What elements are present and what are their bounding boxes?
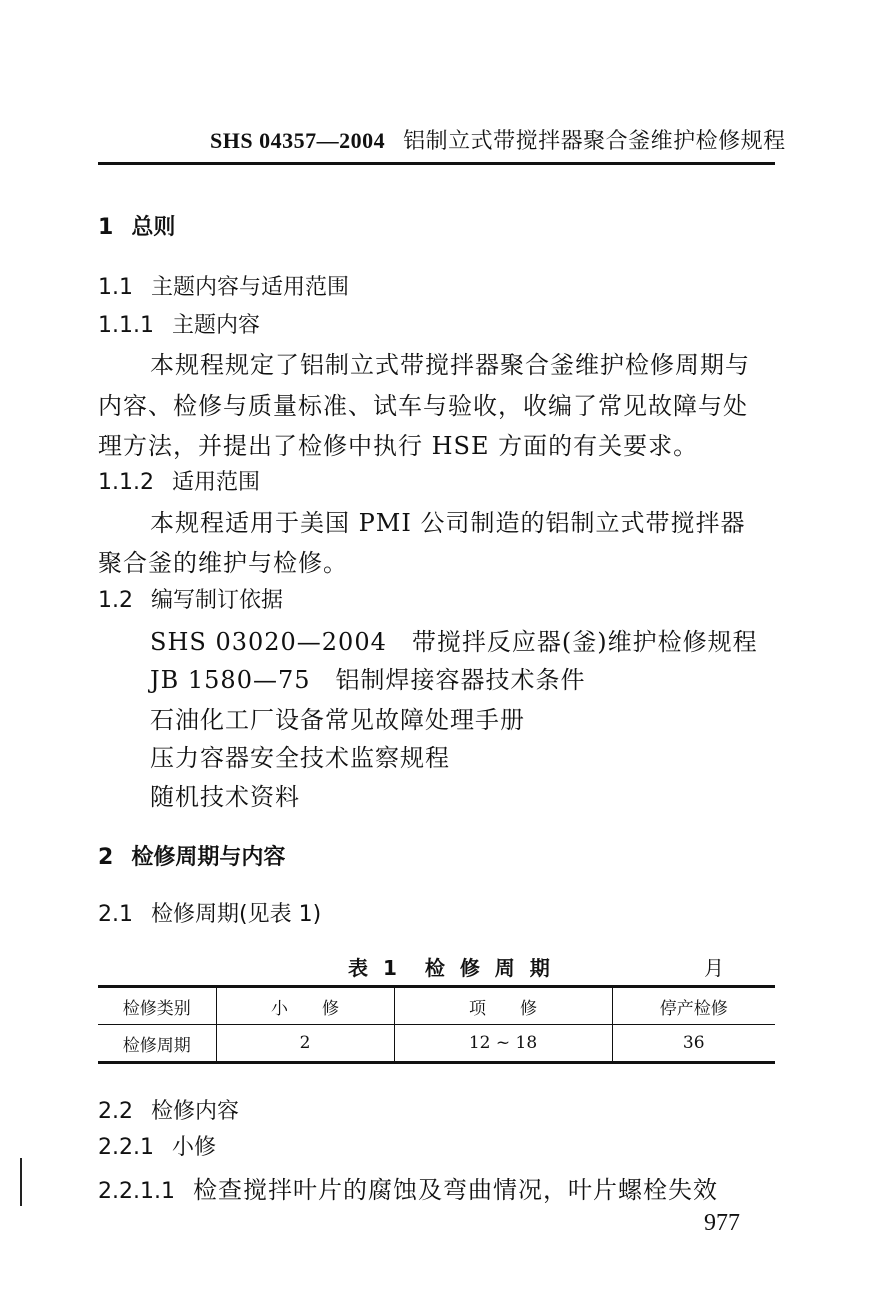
table-cell: 2: [216, 1025, 394, 1063]
table-cell: 36: [612, 1025, 775, 1063]
section-2-1-heading: 2.1 检修周期(见表 1): [98, 902, 322, 927]
table-unit: 月: [704, 956, 724, 980]
paragraph-line: 聚合釜的维护与检修。: [98, 549, 348, 577]
section-2-heading: 2 检修周期与内容: [98, 845, 286, 870]
table-cell: 12 ~ 18: [394, 1025, 612, 1063]
reference-item: 压力容器安全技术监察规程: [150, 744, 450, 772]
section-1-1-2-heading: 1.1.2 适用范围: [98, 470, 260, 495]
table-header-cell: 停产检修: [612, 987, 775, 1025]
section-1-heading: 1 总则: [98, 215, 176, 240]
table-cell: 检修周期: [98, 1025, 216, 1063]
standard-code: SHS 04357—2004: [210, 128, 386, 153]
table-header-cell: 小 修: [216, 987, 394, 1025]
document-title: 铝制立式带搅拌器聚合釜维护检修规程: [403, 129, 786, 154]
running-header: [210, 124, 786, 155]
paragraph-line: 理方法，并提出了检修中执行 HSE 方面的有关要求。: [98, 432, 699, 460]
paragraph-line: 本规程规定了铝制立式带搅拌器聚合釜维护检修周期与: [150, 351, 750, 379]
paragraph-line: 内容、检修与质量标准、试车与验收，收编了常见故障与处: [98, 392, 748, 420]
table-caption: 表 1 检 修 周 期: [348, 956, 554, 980]
section-1-2-heading: 1.2 编写制订依据: [98, 588, 284, 613]
table-header-row: [98, 987, 775, 1025]
margin-mark: [20, 1158, 22, 1206]
section-1-1-heading: 1.1 主题内容与适用范围: [98, 275, 350, 300]
page-number: 977: [704, 1210, 740, 1236]
table-row: [98, 1025, 775, 1063]
reference-item: JB 1580—75 铝制焊接容器技术条件: [150, 666, 586, 694]
maintenance-cycle-table: [98, 985, 775, 1064]
section-2-2-1-heading: 2.2.1 小修: [98, 1135, 216, 1160]
paragraph-line: 本规程适用于美国 PMI 公司制造的铝制立式带搅拌器: [150, 509, 746, 537]
table-header-cell: 项 修: [394, 987, 612, 1025]
section-2-2-heading: 2.2 检修内容: [98, 1099, 240, 1124]
reference-item: 随机技术资料: [150, 783, 300, 811]
table-header-cell: 检修类别: [98, 987, 216, 1025]
reference-item: 石油化工厂设备常见故障处理手册: [150, 706, 525, 734]
header-rule: [98, 162, 775, 165]
section-1-1-1-heading: 1.1.1 主题内容: [98, 313, 260, 338]
reference-item: SHS 03020—2004 带搅拌反应器(釜)维护检修规程: [150, 628, 758, 656]
section-2-2-1-1-item: 2.2.1.1 检查搅拌叶片的腐蚀及弯曲情况，叶片螺栓失效: [98, 1176, 718, 1204]
